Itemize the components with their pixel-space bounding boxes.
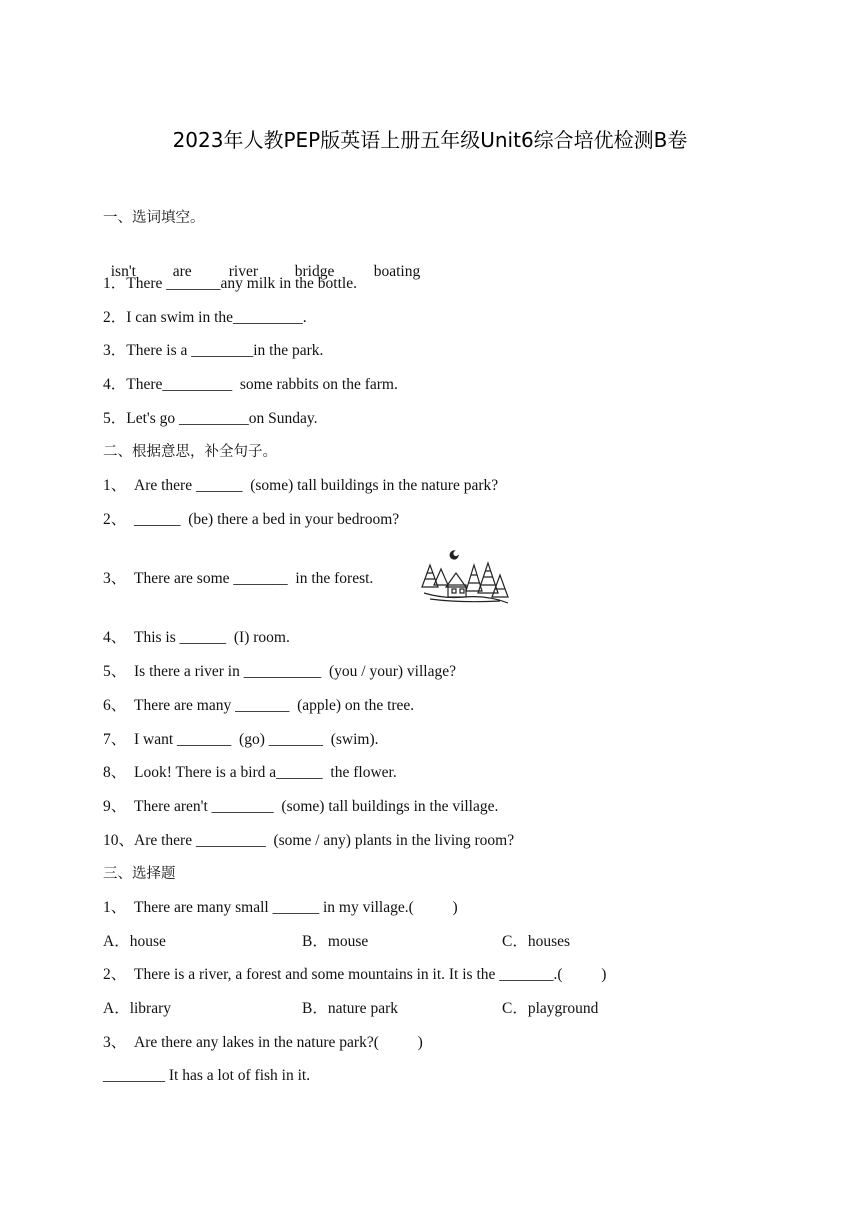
page-title: 2023年人教PEP版英语上册五年级Unit6综合培优检测B卷 [172,128,688,152]
question-item: 7、 I want _______ (go) _______ (swim). [103,731,379,748]
question-item: 3、 Are there any lakes in the nature park?( ) [103,1034,423,1051]
option-c: C．playground [502,1000,599,1017]
word-bank-item: are [172,263,192,280]
question-item: 5．Let's go _________on Sunday. [103,410,318,427]
question-item: 10、Are there _________ (some / any) plants in the living room? [103,832,515,849]
section3-heading: 三、选择题 [103,866,176,882]
question-item: 1、 There are many small ______ in my village.( ) [103,899,458,916]
question-item: 4．There_________ some rabbits on the farm. [103,376,398,393]
question-item: 8、 Look! There is a bird a______ the flower. [103,764,397,781]
question-item: 2、 There is a river, a forest and some mountains in it. It is the _______.( ) [103,966,607,983]
question-item: 2、 ______ (be) there a bed in your bedroom? [103,511,400,528]
question-item: 2．I can swim in the_________. [103,309,307,326]
question-item: 3、 There are some _______ in the forest. [103,570,374,587]
word-bank-item: boating [373,263,421,280]
forest-house-picture [420,545,512,607]
section1-heading: 一、选词填空。 [103,210,205,226]
question-item: 4、 This is ______ (I) room. [103,629,290,646]
question-item: 9、 There aren't ________ (some) tall buildings in the village. [103,798,499,815]
question-item: 3．There is a ________in the park. [103,342,324,359]
question-item: 1．There _______any milk in the bottle. [103,275,357,292]
word-bank-item: bridge [294,263,335,280]
option-c: C．houses [502,933,571,950]
section2-heading: 二、根据意思，补全句子。 [103,444,277,460]
option-a: A．library [103,1000,172,1017]
answer-line: ________ It has a lot of fish in it. [103,1067,311,1084]
option-a: A．house [103,933,166,950]
question-item: 1、 Are there ______ (some) tall buildings in the nature park? [103,477,499,494]
word-bank-item: isn't [110,263,136,280]
question-item: 5、 Is there a river in __________ (you / your) village? [103,663,456,680]
question-item: 6、 There are many _______ (apple) on the tree. [103,697,415,714]
option-b: B．mouse [302,933,369,950]
word-bank-item: river [228,263,259,280]
option-b: B．nature park [302,1000,398,1017]
